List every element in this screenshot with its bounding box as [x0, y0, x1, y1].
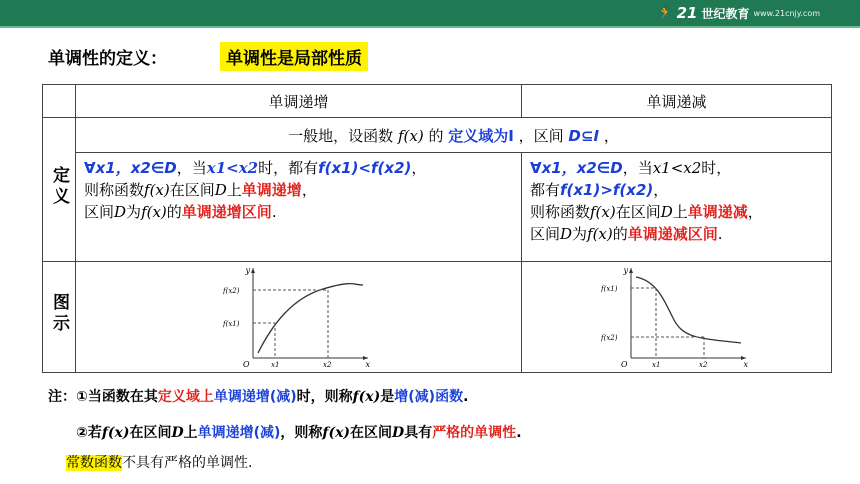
- y-axis-label: y: [245, 265, 251, 275]
- n1-a: 注：①当函数在其: [48, 389, 158, 405]
- n2-f: 具有: [404, 425, 433, 441]
- n1-end: .: [463, 389, 469, 405]
- dec-ineq: f(x1)>f(x2): [559, 181, 654, 199]
- inc-l2-end: ，: [301, 181, 317, 199]
- note-2: [76, 422, 522, 442]
- dec-line-4: [530, 223, 823, 245]
- n3-rest: 不具有严格的单调性.: [122, 455, 253, 471]
- x1-label: x1: [652, 360, 661, 368]
- dec-when: ，当: [622, 159, 653, 177]
- note-3: [66, 452, 252, 472]
- general-prefix: 一般地，设函数: [288, 126, 394, 145]
- brand-logo: [658, 3, 820, 23]
- inc-l2-a: 则称函数: [84, 181, 145, 199]
- n2-fx2: f(x): [322, 425, 351, 441]
- dec-cond: x1<x2: [652, 159, 702, 177]
- inc-line-3: [84, 201, 513, 223]
- x2-label: x2: [323, 360, 332, 368]
- fx1-label: f(x1): [601, 284, 618, 293]
- n2-d: ，则称: [280, 425, 323, 441]
- col-header-decreasing: 单调递减: [521, 85, 831, 118]
- n1-blue: 单调递增(减): [213, 389, 297, 405]
- inc-l3-a: 区间: [84, 203, 115, 221]
- increasing-graph: [223, 263, 373, 368]
- decreasing-graph-cell: [521, 262, 831, 373]
- section-highlight: 单调性是局部性质: [220, 42, 368, 71]
- inc-l3-end: .: [271, 203, 277, 221]
- dec-l3-end: ，: [747, 203, 763, 221]
- dec-l4-b: 为: [572, 225, 588, 243]
- inc-comma: ，: [411, 159, 427, 177]
- col-header-increasing: 单调递增: [76, 85, 522, 118]
- n2-D: D: [171, 425, 184, 441]
- dec-l3-b: 在区间: [615, 203, 661, 221]
- row-header-figure: [43, 262, 76, 373]
- inc-l2-D: D: [214, 181, 227, 199]
- y-axis-label: y: [623, 265, 629, 275]
- logo-url: www.21cnjy.com: [753, 8, 820, 18]
- dec-line-2: [530, 179, 823, 201]
- dec-l3-fx: f(x): [589, 203, 616, 221]
- dec-l4-red: 单调递减区间: [627, 225, 718, 243]
- dec-line-3: [530, 201, 823, 223]
- n3-highlight: 常数函数: [66, 455, 122, 471]
- n2-c: 上: [183, 425, 198, 441]
- x-axis-label: x: [743, 359, 749, 368]
- x-axis-label: x: [365, 359, 371, 368]
- inc-forall: ∀x1，x2∈D: [84, 159, 177, 177]
- n1-blue2: 增(减)函数: [394, 389, 464, 405]
- inc-l3-red: 单调递增区间: [181, 203, 272, 221]
- row-header-definition: [43, 118, 76, 262]
- dec-time: 时，: [701, 159, 732, 177]
- dec-l4-end: .: [717, 225, 723, 243]
- banner-underline: [0, 26, 860, 28]
- dec-l3-red: 单调递减: [687, 203, 748, 221]
- fx2-label: f(x2): [223, 286, 240, 295]
- fx1-label: f(x1): [223, 319, 240, 328]
- inc-line-1: [84, 157, 513, 179]
- general-domain: 定义域为I: [448, 126, 514, 145]
- increasing-definition: [76, 153, 522, 262]
- monotonicity-table: [42, 84, 832, 373]
- n1-c: 是: [380, 389, 395, 405]
- x2-label: x2: [699, 360, 708, 368]
- general-subset: D⊆I: [568, 126, 600, 145]
- inc-l2-b: 在区间: [169, 181, 215, 199]
- fx2-label: f(x2): [601, 333, 618, 342]
- n2-blue: 单调递增(减): [197, 425, 281, 441]
- dec-line-1: [530, 157, 823, 179]
- dec-l4-fx: f(x): [587, 225, 613, 243]
- note-1: [48, 386, 468, 406]
- general-fx: f(x): [397, 126, 424, 145]
- dec-l3-c: 上: [672, 203, 688, 221]
- corner-cell: [43, 85, 76, 118]
- runner-icon: 🏃: [657, 6, 673, 20]
- n2-e: 在区间: [350, 425, 393, 441]
- inc-l3-D: D: [114, 203, 127, 221]
- n2-a: ②若: [76, 425, 102, 441]
- inc-cond: x1<x2: [206, 159, 259, 177]
- general-end: ，: [603, 126, 619, 145]
- origin-label: O: [243, 359, 251, 368]
- inc-l3-c: 的: [166, 203, 182, 221]
- dec-comma: ，: [653, 181, 669, 199]
- n1-fx: f(x): [352, 389, 381, 405]
- inc-l2-fx: f(x): [144, 181, 170, 199]
- top-banner: [0, 0, 860, 26]
- dec-l2-a: 都有: [529, 181, 560, 199]
- general-mid: 的: [428, 126, 444, 145]
- y-axis-arrow-icon: [251, 268, 255, 273]
- dec-l4-a: 区间: [529, 225, 560, 243]
- logo-text: 世纪教育: [701, 6, 750, 21]
- inc-when: ，当: [176, 159, 207, 177]
- inc-time: 时，都有: [258, 159, 319, 177]
- section-label: 单调性的定义：: [48, 49, 167, 69]
- dec-l4-c: 的: [612, 225, 628, 243]
- logo-number: 21: [676, 4, 698, 22]
- inc-l3-fx: f(x): [141, 203, 167, 221]
- n2-red: 严格的单调性: [432, 425, 517, 441]
- y-axis-arrow-icon: [629, 268, 633, 273]
- increasing-graph-cell: [76, 262, 522, 373]
- inc-l2-c: 上: [226, 181, 242, 199]
- decreasing-curve: [636, 277, 741, 343]
- n2-end: .: [516, 425, 522, 441]
- row-header-figure-text: 图示: [49, 293, 69, 335]
- inc-ineq: f(x1)<f(x2): [318, 159, 412, 177]
- decreasing-graph: [601, 263, 751, 368]
- general-definition: [76, 118, 832, 153]
- n2-b: 在区间: [129, 425, 172, 441]
- decreasing-definition: [521, 153, 831, 262]
- n1-b: 时，则称: [296, 389, 353, 405]
- dec-forall: ∀x1，x2∈D: [529, 159, 623, 177]
- row-header-definition-text: 定义: [49, 165, 69, 208]
- x1-label: x1: [271, 360, 280, 368]
- inc-l3-b: 为: [126, 203, 142, 221]
- n2-fx: f(x): [101, 425, 130, 441]
- increasing-curve: [258, 283, 363, 352]
- origin-label: O: [621, 359, 629, 368]
- dec-l4-D: D: [559, 225, 573, 243]
- inc-line-2: [84, 179, 513, 201]
- dec-l3-D: D: [660, 203, 673, 221]
- n1-red: 定义域上: [157, 389, 214, 405]
- inc-l2-red: 单调递增: [241, 181, 302, 199]
- n2-D2: D: [392, 425, 405, 441]
- dec-l3-a: 则称函数: [529, 203, 590, 221]
- general-interval-prefix: ，区间: [518, 126, 564, 145]
